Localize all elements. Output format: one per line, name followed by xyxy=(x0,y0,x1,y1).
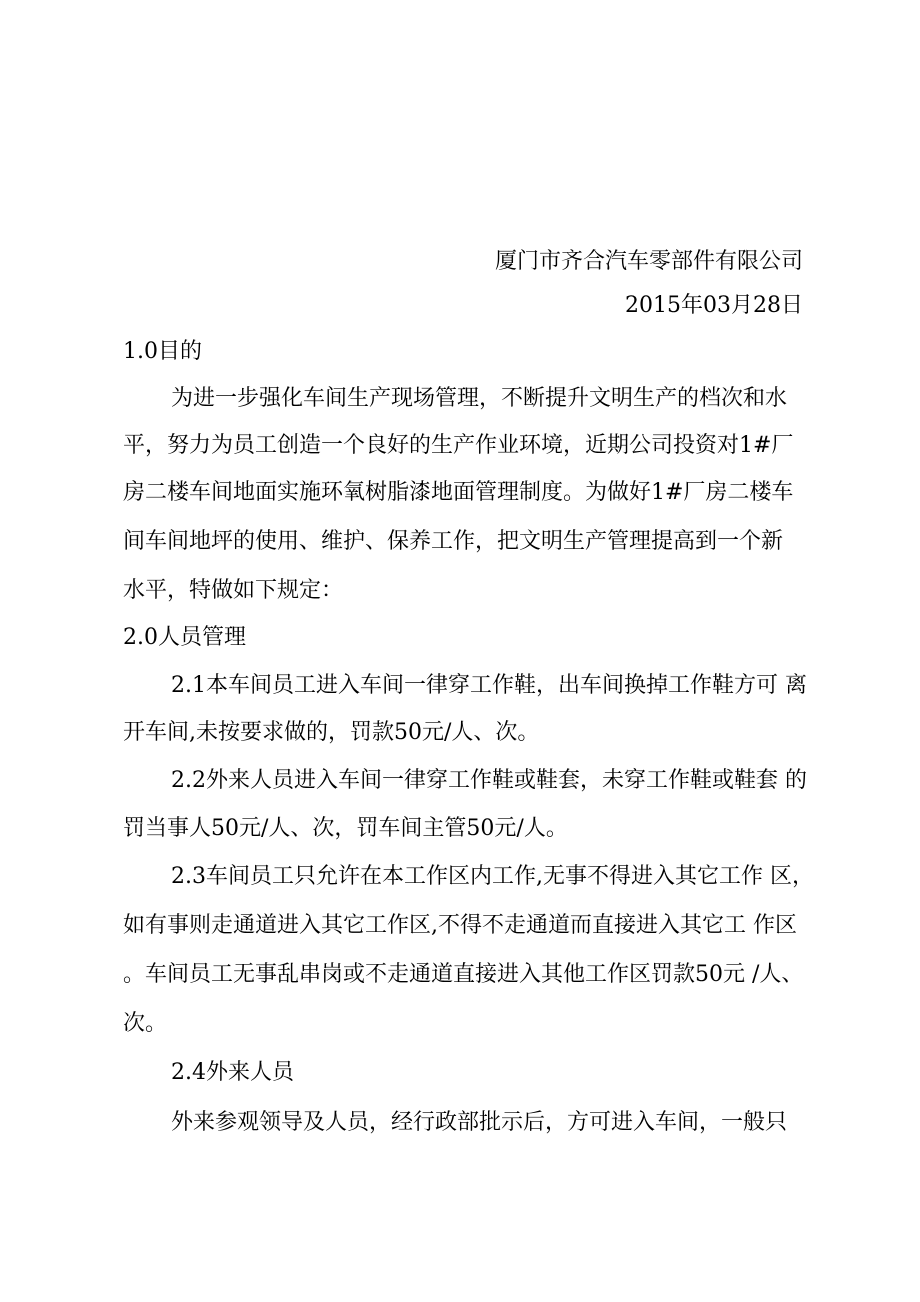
item-2-3-line: 次。 xyxy=(123,1011,168,1036)
item-2-4-heading: 2.4外来人员 xyxy=(171,1060,294,1085)
section-2-heading: 2.0人员管理 xyxy=(123,625,246,650)
item-2-4-line: 外来参观领导及人员，经行政部批示后，方可进入车间，一般只 xyxy=(171,1110,788,1135)
item-2-1-line: 2.1本车间员工进入车间一律穿工作鞋，出车间换掉工作鞋方可 离 xyxy=(171,673,807,698)
section-1-line: 平，努力为员工创造一个良好的生产作业环境，近期公司投资对1#厂 xyxy=(123,433,794,458)
item-2-1-line: 开车间,未按要求做的，罚款50元/人、次。 xyxy=(123,720,540,745)
section-1-line: 间车间地坪的使用、维护、保养工作，把文明生产管理提高到一个新 xyxy=(123,529,784,554)
section-1-line: 房二楼车间地面实施环氧树脂漆地面管理制度。为做好1#厂房二楼车 xyxy=(123,480,794,505)
company-name: 厦门市齐合汽车零部件有限公司 xyxy=(494,249,803,274)
section-1-line: 水平，特做如下规定： xyxy=(123,578,344,603)
item-2-2-line: 罚当事人50元/人、次，罚车间主管50元/人。 xyxy=(123,816,568,841)
section-1-heading: 1.0目的 xyxy=(123,339,202,364)
section-1-line: 为进一步强化车间生产现场管理，不断提升文明生产的档次和水 xyxy=(171,386,788,411)
item-2-2-line: 2.2外来人员进入车间一律穿工作鞋或鞋套，未穿工作鞋或鞋套 的 xyxy=(171,768,807,793)
document-date: 2015年03月28日 xyxy=(625,293,803,318)
item-2-3-line: 。车间员工无事乱串岗或不走通道直接进入其他工作区罚款50元 /人、 xyxy=(123,962,804,987)
item-2-3-line: 如有事则走通道进入其它工作区,不得不走通道而直接进入其它工 作区 xyxy=(123,913,797,938)
item-2-3-line: 2.3车间员工只允许在本工作区内工作,无事不得进入其它工作 区， xyxy=(171,864,814,889)
